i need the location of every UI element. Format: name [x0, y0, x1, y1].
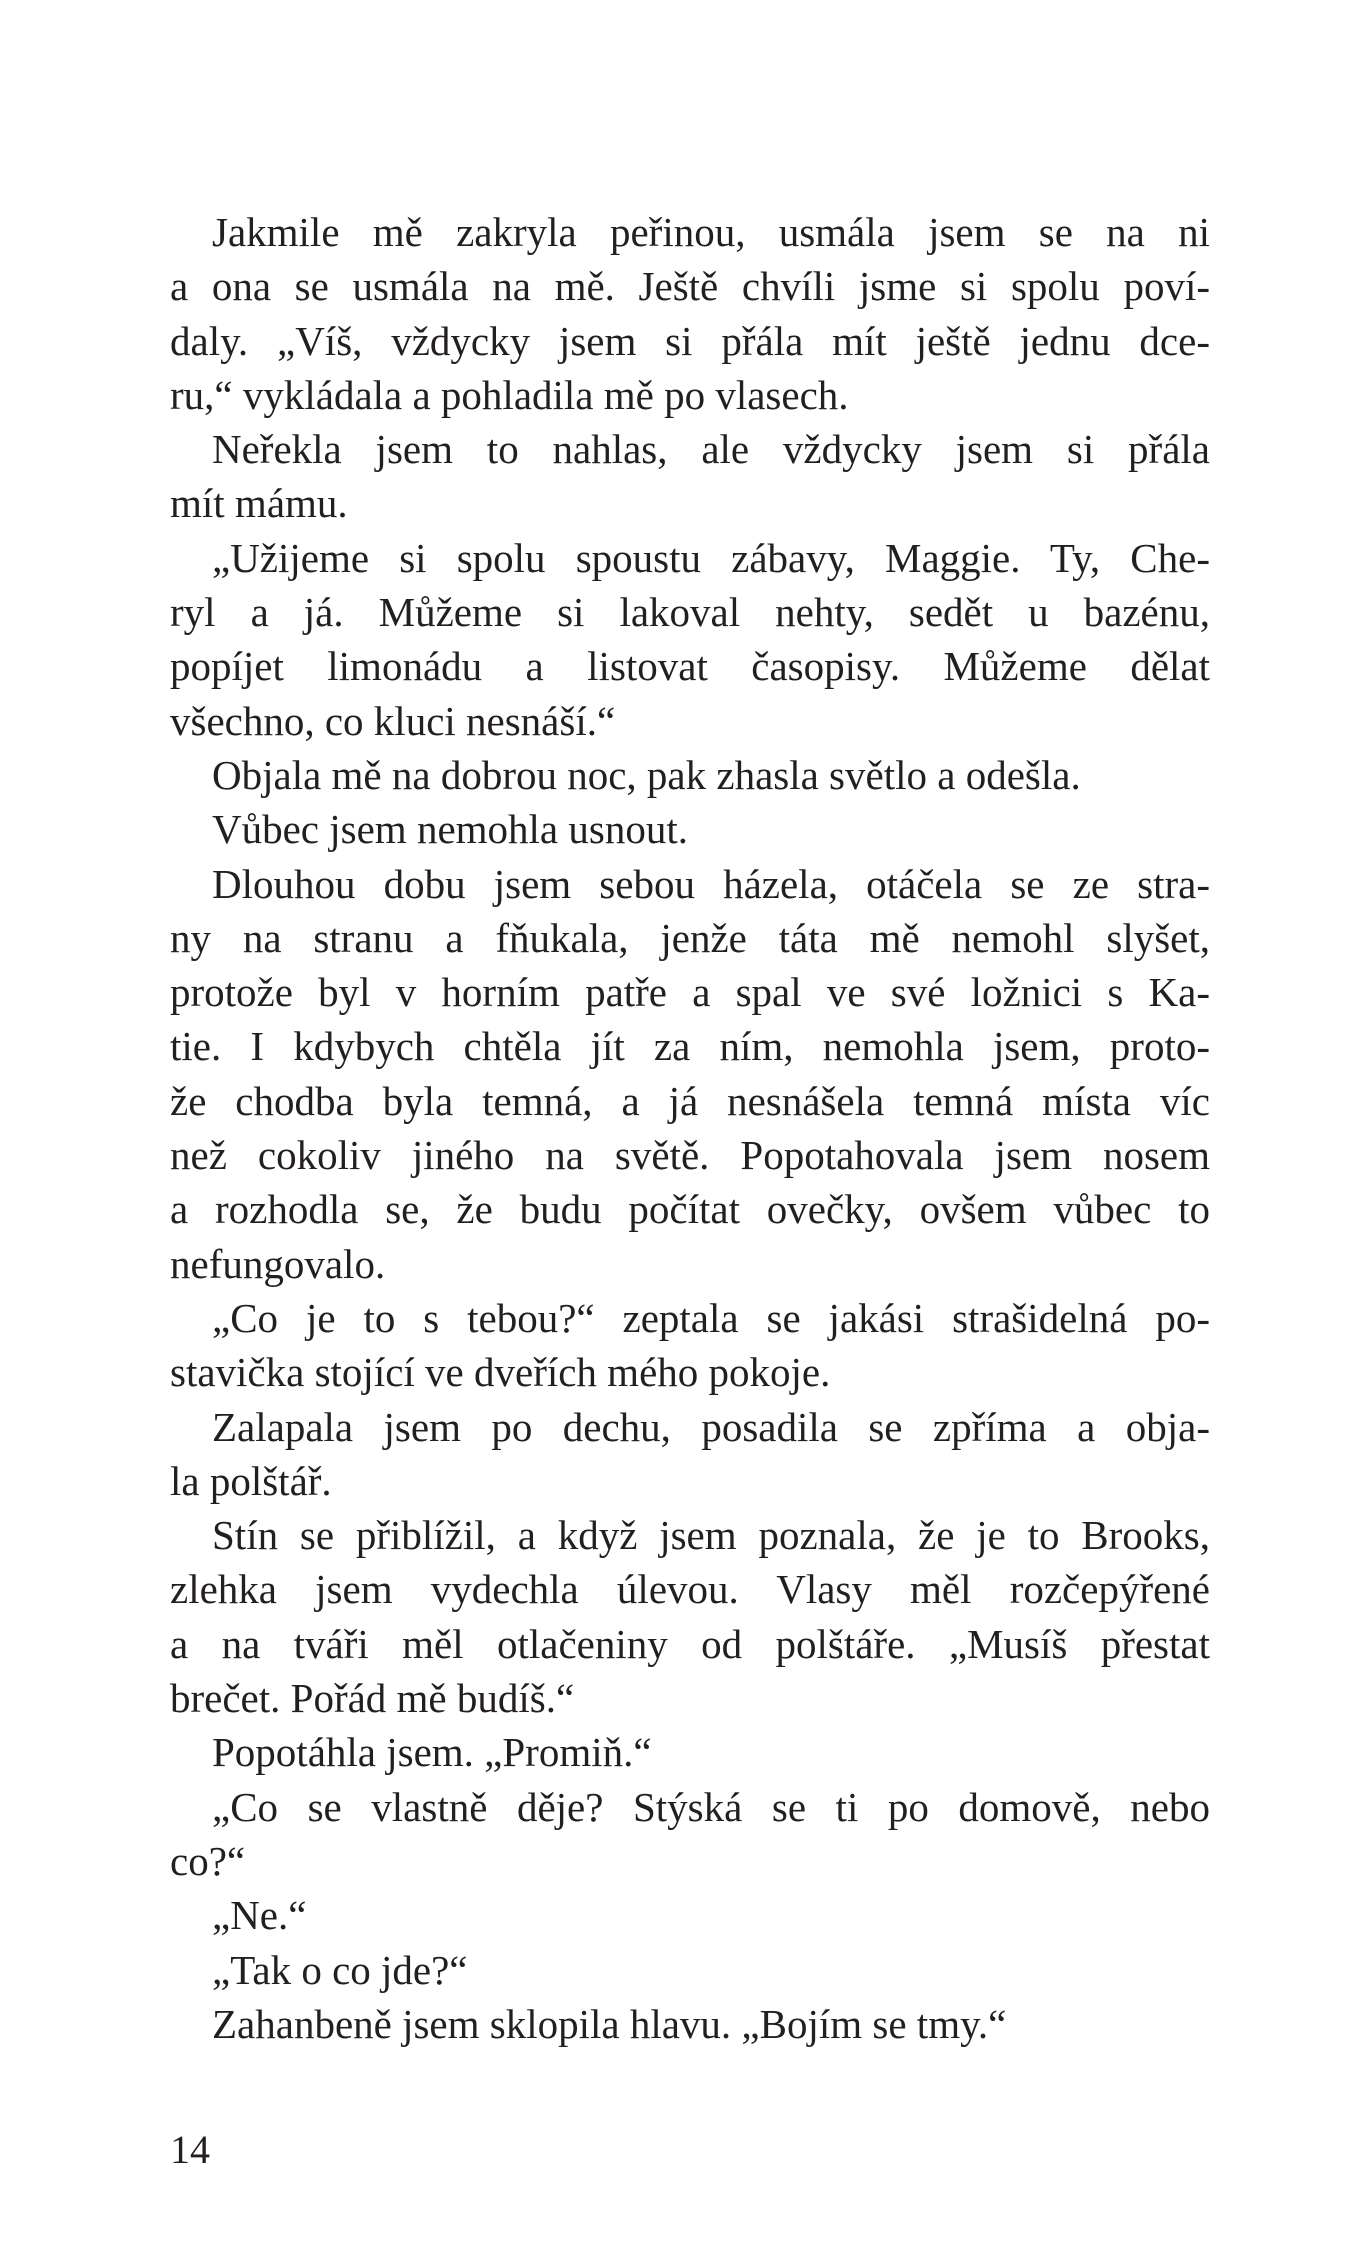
text-line: ru,“ vykládala a pohladila mě po vlasech.	[170, 371, 849, 418]
text-line: co?“	[170, 1837, 246, 1884]
text-line: „Užijeme si spolu spoustu zábavy, Maggie. Ty, Che-	[212, 534, 1210, 581]
text-line: že chodba byla temná, a já nesnášela temná místa víc	[170, 1077, 1210, 1124]
text-line: la polštář.	[170, 1457, 332, 1504]
paragraph	[170, 857, 1210, 1291]
paragraph	[170, 1400, 1210, 1509]
text-line: Vůbec jsem nemohla usnout.	[212, 806, 688, 853]
text-line: stavička stojící ve dveřích mého pokoje.	[170, 1349, 831, 1396]
paragraph	[170, 1725, 1210, 1779]
text-line: a rozhodla se, že budu počítat ovečky, ovšem vůbec to	[170, 1186, 1210, 1233]
text-line: „Tak o co jde?“	[212, 1946, 468, 1993]
text-line: Jakmile mě zakryla peřinou, usmála jsem se na ni	[212, 209, 1210, 255]
text-line: mít mámu.	[170, 480, 348, 527]
text-line: „Co se vlastně děje? Stýská se ti po domově, nebo	[212, 1783, 1210, 1830]
text-line: než cokoliv jiného na světě. Popotahovala jsem nosem	[170, 1132, 1210, 1179]
text-line: Neřekla jsem to nahlas, ale vždycky jsem si přála	[212, 426, 1210, 473]
text-line: protože byl v horním patře a spal ve své ložnici s Ka-	[170, 969, 1210, 1016]
text-line: Dlouhou dobu jsem sebou házela, otáčela se ze stra-	[212, 860, 1210, 907]
text-line: nefungovalo.	[170, 1240, 386, 1287]
text-line: brečet. Pořád mě budíš.“	[170, 1675, 575, 1722]
text-line: Zahanbeně jsem sklopila hlavu. „Bojím se tmy.“	[212, 2000, 1007, 2047]
paragraph	[170, 802, 1210, 856]
text-line: Zalapala jsem po dechu, posadila se zpříma a obja-	[212, 1403, 1210, 1450]
text-line: Stín se přiblížil, a když jsem poznala, že je to Brooks,	[212, 1512, 1210, 1559]
body-text	[170, 205, 1210, 2051]
text-line: všechno, co kluci nesnáší.“	[170, 697, 616, 744]
text-line: Popotáhla jsem. „Promiň.“	[212, 1729, 652, 1776]
page-number: 14	[170, 2127, 210, 2172]
text-line: „Co je to s tebou?“ zeptala se jakási strašidelná po-	[212, 1294, 1210, 1341]
text-line: zlehka jsem vydechla úlevou. Vlasy měl rozčepýřené	[170, 1566, 1210, 1613]
paragraph	[170, 1780, 1210, 1889]
paragraph	[170, 531, 1210, 748]
text-line: a na tváři měl otlačeniny od polštáře. „Musíš přestat	[170, 1620, 1210, 1667]
text-line: a ona se usmála na mě. Ještě chvíli jsme si spolu poví-	[170, 263, 1210, 310]
paragraph	[170, 1508, 1210, 1725]
text-line: ryl a já. Můžeme si lakoval nehty, sedět u bazénu,	[170, 589, 1210, 636]
text-line: tie. I kdybych chtěla jít za ním, nemohla jsem, proto-	[170, 1023, 1210, 1070]
text-line: popíjet limonádu a listovat časopisy. Můžeme dělat	[170, 643, 1210, 690]
paragraph	[170, 205, 1210, 422]
text-line: Objala mě na dobrou noc, pak zhasla světlo a odešla.	[212, 751, 1081, 798]
text-line: ny na stranu a fňukala, jenže táta mě nemohl slyšet,	[170, 914, 1210, 961]
paragraph	[170, 422, 1210, 531]
paragraph	[170, 1997, 1210, 2051]
paragraph	[170, 748, 1210, 802]
paragraph	[170, 1291, 1210, 1400]
paragraph	[170, 1943, 1210, 1997]
text-line: „Ne.“	[212, 1892, 307, 1939]
text-line: daly. „Víš, vždycky jsem si přála mít ještě jednu dce-	[170, 317, 1210, 364]
paragraph	[170, 1888, 1210, 1942]
